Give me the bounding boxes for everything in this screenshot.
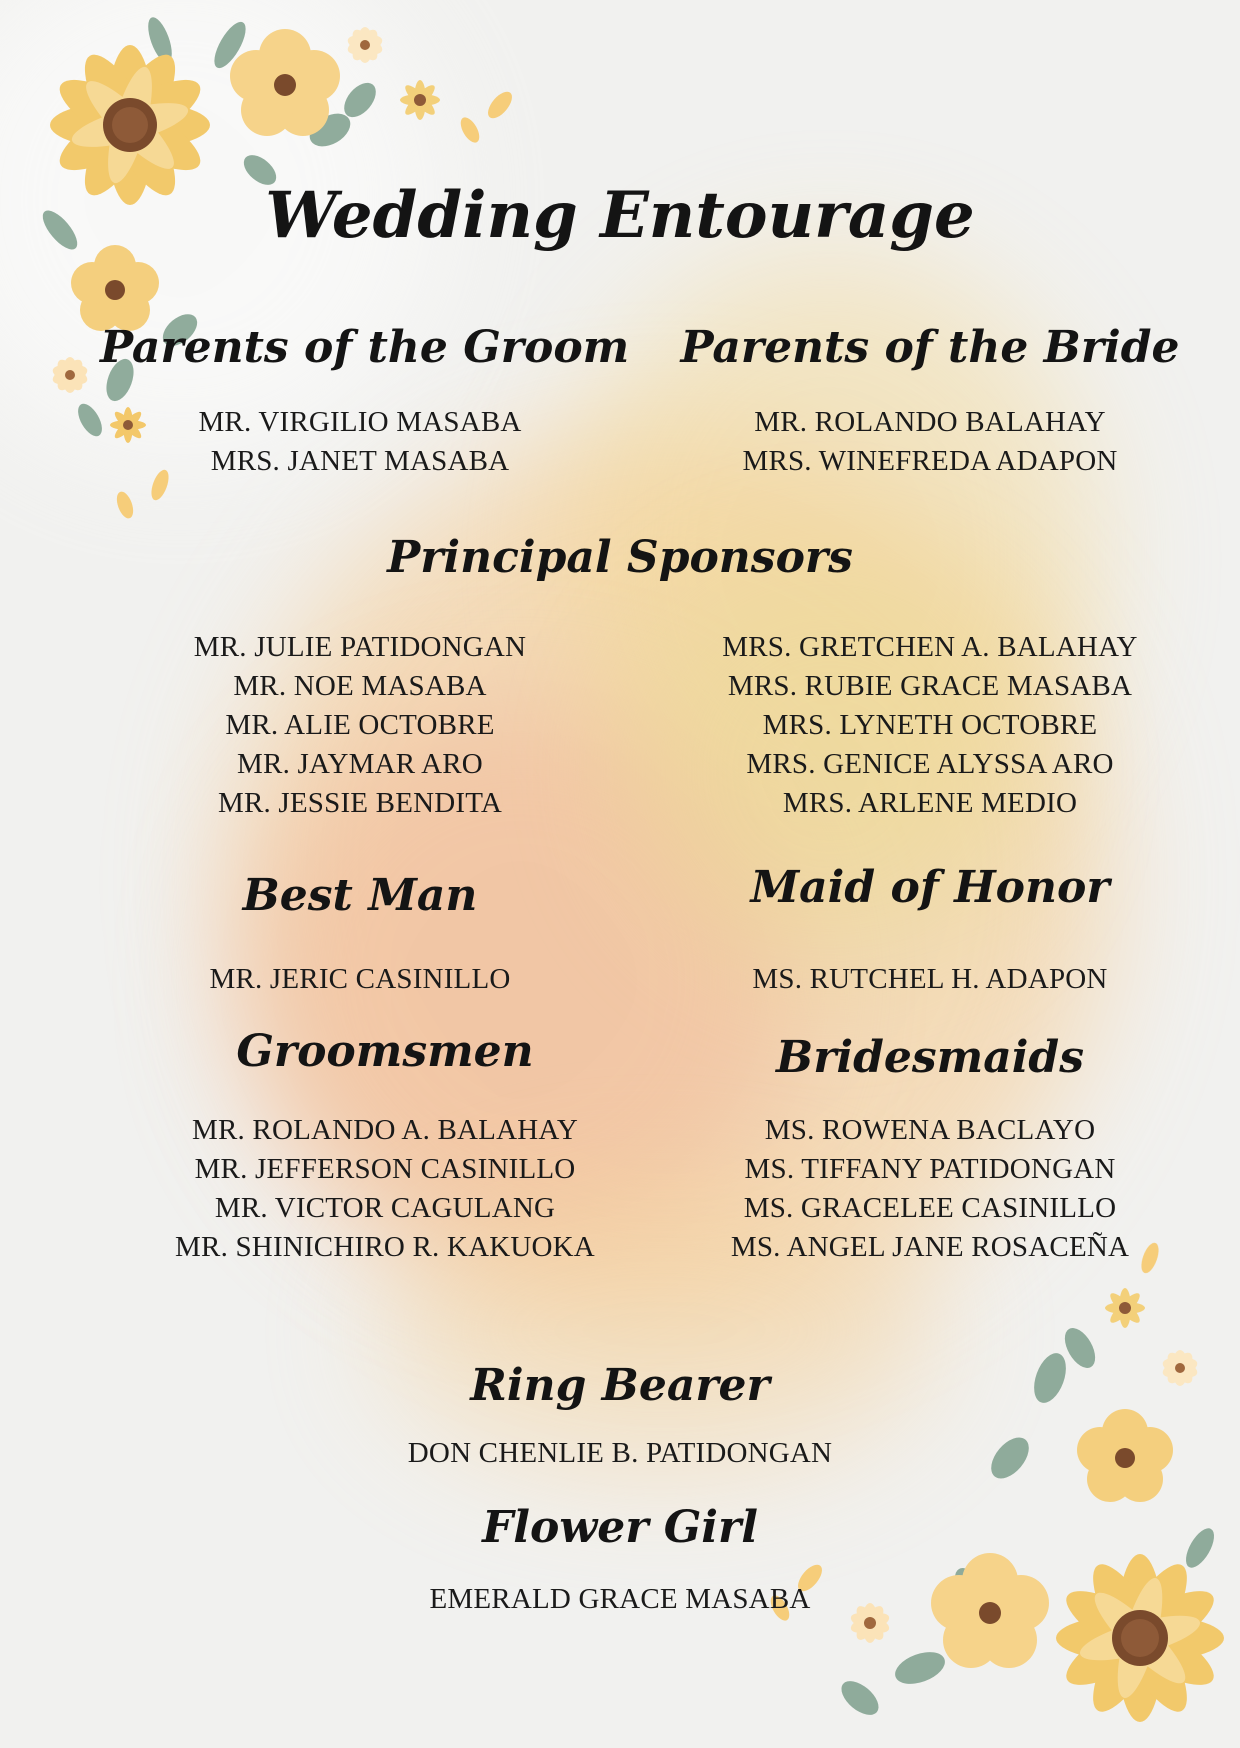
bride-parents-heading: Parents of the Bride (680, 322, 1180, 373)
groomsmen-list (125, 1111, 645, 1267)
list-item: MR. JAYMAR ARO (237, 748, 483, 780)
list-item: MRS. RUBIE GRACE MASABA (727, 670, 1133, 702)
list-item: MR. VIRGILIO MASABA (198, 406, 522, 438)
list-item: MR. ROLANDO A. BALAHAY (191, 1114, 578, 1146)
best-man-heading: Best Man (242, 870, 478, 921)
ring-bearer-heading: Ring Bearer (470, 1360, 770, 1411)
ring-bearer-list (0, 1434, 1240, 1473)
list-item: MRS. GENICE ALYSSA ARO (746, 748, 1114, 780)
flower-girl-heading: Flower Girl (482, 1502, 758, 1553)
groom-parents-list (100, 403, 620, 481)
list-item: MR. ALIE OCTOBRE (225, 709, 495, 741)
list-item: MR. JESSIE BENDITA (217, 787, 503, 819)
maid-of-honor-heading: Maid of Honor (750, 862, 1110, 913)
list-item: MR. JERIC CASINILLO (209, 963, 511, 995)
sponsors-women-list (670, 628, 1190, 823)
list-item: MRS. WINEFREDA ADAPON (742, 445, 1118, 477)
list-item: MS. TIFFANY PATIDONGAN (744, 1153, 1116, 1185)
sunflower-bouquet-icon (680, 1228, 1240, 1748)
list-item: MS. ANGEL JANE ROSACEÑA (730, 1231, 1130, 1263)
list-item: MRS. ARLENE MEDIO (782, 787, 1078, 819)
list-item: MRS. JANET MASABA (210, 445, 510, 477)
list-item: MRS. LYNETH OCTOBRE (762, 709, 1098, 741)
sponsors-men-list (100, 628, 620, 823)
list-item: MR. VICTOR CAGULANG (214, 1192, 556, 1224)
list-item: DON CHENLIE B. PATIDONGAN (407, 1437, 833, 1469)
groom-parents-heading: Parents of the Groom (100, 322, 630, 373)
bridesmaids-heading: Bridesmaids (776, 1032, 1084, 1083)
list-item: MRS. GRETCHEN A. BALAHAY (722, 631, 1138, 663)
maid-of-honor-list (670, 960, 1190, 999)
list-item: MS. ROWENA BACLAYO (764, 1114, 1096, 1146)
best-man-list (100, 960, 620, 999)
list-item: MR. ROLANDO BALAHAY (754, 406, 1106, 438)
page-title: Wedding Entourage (265, 178, 975, 253)
flower-girl-list (0, 1580, 1240, 1619)
sponsors-heading: Principal Sponsors (387, 532, 853, 583)
groomsmen-heading: Groomsmen (236, 1026, 534, 1077)
list-item: MR. JULIE PATIDONGAN (193, 631, 527, 663)
bridesmaids-list (670, 1111, 1190, 1267)
list-item: MR. SHINICHIRO R. KAKUOKA (175, 1231, 595, 1263)
list-item: EMERALD GRACE MASABA (429, 1583, 811, 1615)
list-item: MS. RUTCHEL H. ADAPON (752, 963, 1108, 995)
bride-parents-list (670, 403, 1190, 481)
list-item: MR. NOE MASABA (233, 670, 487, 702)
list-item: MS. GRACELEE CASINILLO (743, 1192, 1117, 1224)
list-item: MR. JEFFERSON CASINILLO (194, 1153, 576, 1185)
